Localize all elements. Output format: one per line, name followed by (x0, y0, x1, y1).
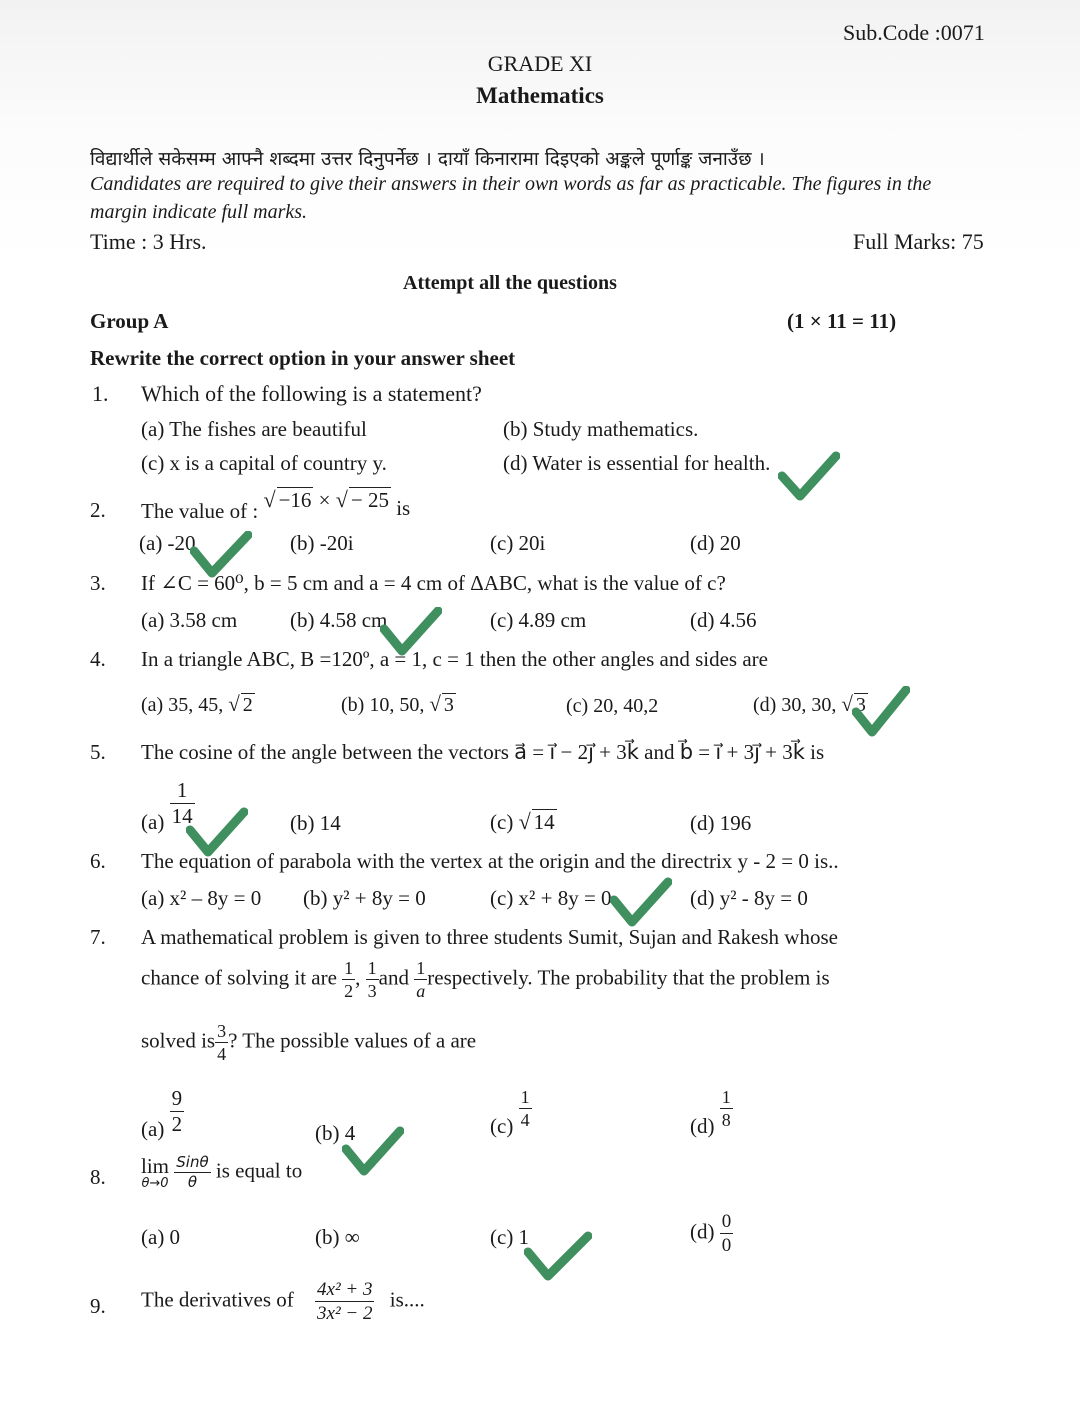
question-number: 3. (90, 571, 106, 595)
numerator: 9 (171, 1086, 183, 1110)
times-sign: × (318, 488, 331, 512)
question-text: If ∠C = 60⁰, b = 5 cm and a = 4 cm of ΔABC, what is the value of c? (141, 571, 726, 595)
option-c: (c) 20, 40,2 (566, 695, 659, 717)
option-b: (b) -20i (290, 531, 354, 555)
question-suffix: is (396, 496, 411, 520)
rewrite-instruction: Rewrite the correct option in your answer sheet (90, 346, 516, 370)
option-a (141, 1086, 184, 1142)
denominator: 2 (171, 1112, 183, 1136)
question-text: In a triangle ABC, B =120º, a = 1, c = 1 then the other angles and sides are (141, 647, 768, 671)
radicand: 3 (855, 694, 866, 716)
radicand: 3 (443, 694, 454, 716)
option-d: (d) y² - 8y = 0 (690, 886, 808, 910)
option-label: (d) (690, 1219, 715, 1244)
comma: , (355, 965, 361, 990)
fraction (414, 959, 427, 1000)
subject-title: Mathematics (476, 83, 604, 108)
attempt-instruction: Attempt all the questions (403, 272, 617, 294)
option-c (490, 809, 557, 835)
numerator: 1 (520, 1087, 530, 1107)
option-d: (d) 4.56 (690, 608, 757, 632)
option-a: (a) x² – 8y = 0 (141, 886, 262, 910)
numerator: 1 (344, 958, 354, 978)
option-b: (b) y² + 8y = 0 (303, 886, 426, 910)
numerator: 1 (721, 1087, 731, 1107)
text: The derivatives of (141, 1287, 294, 1312)
question-text-line1: A mathematical problem is given to three students Sumit, Sujan and Rakesh whose (141, 925, 838, 949)
option-b: (b) ∞ (315, 1225, 360, 1249)
option-b: (b) 4 (315, 1121, 356, 1145)
option-label: (c) (490, 1114, 514, 1139)
numerator: 1 (416, 958, 426, 978)
radicand-2: − 25 (350, 488, 389, 512)
text: solved is (141, 1028, 216, 1053)
fraction (519, 1088, 532, 1129)
check-mark-icon (778, 450, 840, 502)
radical-sign: √ (335, 487, 348, 512)
time-allowed: Time : 3 Hrs. (90, 229, 207, 254)
denominator: 4 (520, 1110, 530, 1130)
option-b: (b) Study mathematics. (503, 417, 699, 441)
question-prefix: The value of : (141, 499, 259, 523)
text: chance of solving it are (141, 965, 337, 990)
option-label: (d) (690, 1114, 715, 1139)
option-d (690, 1212, 733, 1255)
question-text (141, 487, 411, 523)
option-c: (c) 1 (490, 1225, 530, 1249)
option-label: (a) 35, 45, (141, 694, 224, 716)
option-label: (b) 10, 50, (341, 694, 425, 716)
question-number: 9. (90, 1294, 106, 1318)
option-a (141, 692, 255, 717)
option-d (753, 692, 868, 717)
denominator: θ (187, 1173, 198, 1191)
option-label: (a) (141, 810, 165, 835)
option-c: (c) 20i (490, 531, 546, 555)
radical-sign: √ (429, 692, 441, 716)
option-a: (a) The fishes are beautiful (141, 417, 367, 441)
group-heading: Group A (90, 309, 169, 333)
numerator: 1 (367, 958, 377, 978)
option-b (341, 692, 456, 717)
radical-sign: √ (841, 692, 853, 716)
numerator: 1 (170, 780, 195, 804)
text: is equal to (215, 1158, 303, 1183)
question-number: 7. (90, 925, 106, 949)
radical-sign: √ (518, 809, 531, 834)
option-d (690, 1087, 733, 1139)
option-c: (c) x² + 8y = 0 (490, 886, 612, 910)
denominator: a (416, 981, 426, 1001)
option-c: (c) x is a capital of country y. (141, 451, 387, 475)
instruction-nepali: विद्यार्थीले सकेसम्म आफ्नै शब्दमा उत्तर दिनुपर्नेछ । दायाँ किनारामा दिइएको अङ्कले पूर्णाङ्क जनाउँछ । (90, 148, 765, 170)
denominator: 0 (721, 1235, 732, 1256)
text: is.... (389, 1287, 425, 1312)
option-c: (c) 4.89 cm (490, 608, 587, 632)
check-mark-icon (190, 531, 252, 579)
text: respectively. The probability that the problem is (427, 965, 830, 990)
fraction (315, 1280, 374, 1323)
question-text-line3 (141, 1022, 476, 1063)
fraction (170, 1088, 185, 1135)
denominator: 3x² − 2 (317, 1303, 373, 1324)
radical-sign: √ (263, 487, 276, 512)
numerator: 0 (721, 1211, 732, 1232)
option-b: (b) 4.58 cm (290, 608, 388, 632)
limit-subscript: θ→0 (141, 1175, 169, 1191)
radicand: 2 (242, 694, 253, 716)
limit-expression (141, 1153, 170, 1191)
group-marks: (1 × 11 = 11) (787, 309, 897, 333)
denominator: 14 (171, 804, 193, 828)
question-number: 6. (90, 849, 106, 873)
denominator: 8 (721, 1110, 731, 1130)
subject-code: Sub.Code :0071 (843, 20, 985, 45)
limit-word: lim (141, 1153, 170, 1178)
option-label: (d) 30, 30, (753, 694, 837, 716)
fraction (720, 1088, 733, 1129)
option-a: (a) 3.58 cm (141, 608, 238, 632)
check-mark-icon (186, 806, 248, 858)
fraction (215, 1022, 228, 1063)
option-label: (c) (490, 810, 514, 834)
question-text (141, 1155, 302, 1190)
option-a: (a) 0 (141, 1225, 181, 1249)
option-d: (d) 196 (690, 811, 752, 835)
question-number: 2. (90, 498, 106, 522)
check-mark-icon (380, 607, 442, 657)
check-mark-icon (852, 686, 910, 738)
numerator: Sinθ (176, 1153, 209, 1171)
question-text: The cosine of the angle between the vectors a⃗ = i⃗ − 2j⃗ + 3k⃗ and b⃗ = i⃗ + 3j⃗ + 3k⃗ is (141, 740, 825, 764)
question-number: 5. (90, 740, 106, 764)
option-d: (d) 20 (690, 531, 741, 555)
full-marks: Full Marks: 75 (853, 229, 984, 254)
fraction (342, 959, 355, 1000)
radicand-1: −16 (278, 488, 312, 512)
option-label: (a) (141, 1117, 165, 1142)
denominator: 2 (344, 981, 354, 1001)
question-number: 4. (90, 647, 106, 671)
option-a: (a) -20 (139, 531, 196, 555)
denominator: 3 (367, 981, 377, 1001)
question-text: The equation of parabola with the vertex at the origin and the directrix y - 2 = 0 is.. (141, 849, 839, 873)
instruction-english-line2: margin indicate full marks. (90, 201, 308, 223)
radicand: 14 (533, 810, 555, 834)
fraction (174, 1155, 210, 1190)
option-c (490, 1087, 532, 1139)
check-mark-icon (524, 1230, 592, 1282)
check-mark-icon (610, 876, 672, 928)
question-text: Which of the following is a statement? (141, 381, 482, 406)
check-mark-icon (342, 1125, 404, 1177)
denominator: 4 (217, 1044, 227, 1064)
question-number: 8. (90, 1165, 106, 1189)
text: and (378, 965, 409, 990)
numerator: 4x² + 3 (317, 1279, 373, 1300)
option-d: (d) Water is essential for health. (503, 451, 771, 475)
radical-sign: √ (228, 692, 240, 716)
text: ? The possible values of a are (228, 1028, 477, 1053)
question-text-line2 (141, 959, 830, 1000)
fraction (720, 1212, 734, 1255)
grade-title: GRADE XI (487, 51, 593, 76)
question-text (141, 1280, 425, 1323)
fraction (366, 959, 379, 1000)
numerator: 3 (217, 1021, 227, 1041)
question-number: 1. (92, 381, 109, 406)
instruction-english-line1: Candidates are required to give their answers in their own words as far as practicable. The figures in the (90, 173, 932, 195)
option-b: (b) 14 (290, 811, 341, 835)
